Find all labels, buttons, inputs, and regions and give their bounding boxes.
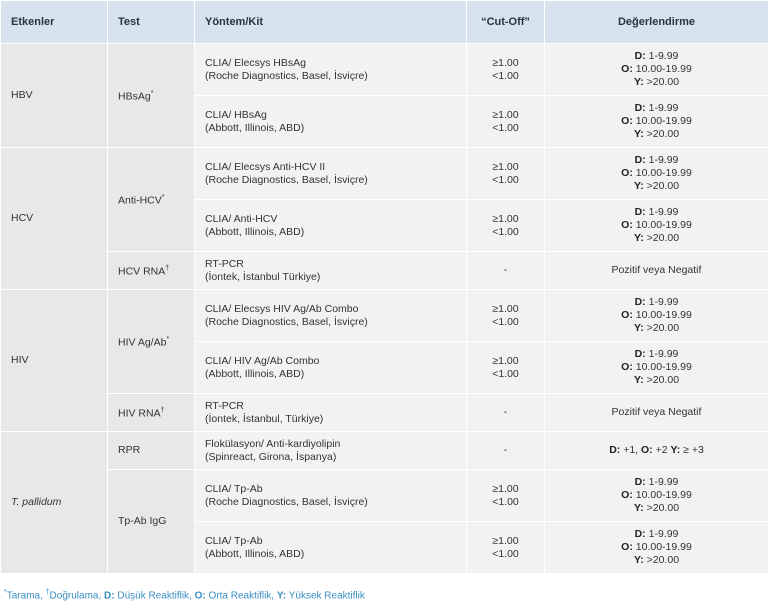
eval-cell: Pozitif veya Negatif <box>545 252 768 290</box>
header-cutoff: “Cut-Off” <box>467 1 545 44</box>
test-anti-hcv: Anti-HCV* <box>108 148 195 252</box>
table-row <box>1 290 768 342</box>
eval-cell: D: 1-9.99 O: 10.00-19.99 Y: >20.00 <box>545 148 768 200</box>
header-degerlendirme: Değerlendirme <box>545 1 768 44</box>
cutoff-cell: ≥1.00 <1.00 <box>467 290 545 342</box>
table-footnote: *Tarama, †Doğrulama, D: Düşük Reaktiflik, O: Orta Reaktiflik, Y: Yüksek Reaktiflik <box>4 589 365 602</box>
header-etkenler: Etkenler <box>1 1 108 44</box>
test-hiv-rna: HIV RNA† <box>108 394 195 432</box>
cutoff-cell: ≥1.00 <1.00 <box>467 96 545 148</box>
method-cell: CLIA/ Elecsys Anti-HCV II (Roche Diagnostics, Basel, İsviçre) <box>195 148 467 200</box>
cutoff-cell: - <box>467 252 545 290</box>
eval-cell: D: +1, O: +2 Y: ≥ +3 <box>545 432 768 470</box>
method-cell: Flokülasyon/ Anti-kardiyolipin (Spinreact, Girona, İspanya) <box>195 432 467 470</box>
method-cell: RT-PCR (İontek, İstanbul Türkiye) <box>195 252 467 290</box>
cutoff-cell: - <box>467 394 545 432</box>
eval-cell: D: 1-9.99 O: 10.00-19.99 Y: >20.00 <box>545 96 768 148</box>
table-row <box>1 148 768 200</box>
cutoff-cell: ≥1.00 <1.00 <box>467 342 545 394</box>
table-row <box>1 394 768 432</box>
test-hiv-ag-ab: HIV Ag/Ab* <box>108 290 195 394</box>
header-yontem: Yöntem/Kit <box>195 1 467 44</box>
method-cell: CLIA/ Anti-HCV (Abbott, Illinois, ABD) <box>195 200 467 252</box>
agent-t-pallidum: T. pallidum <box>1 432 108 574</box>
method-cell: CLIA/ HBsAg (Abbott, Illinois, ABD) <box>195 96 467 148</box>
method-cell: CLIA/ HIV Ag/Ab Combo (Abbott, Illinois, ABD) <box>195 342 467 394</box>
cutoff-cell: ≥1.00 <1.00 <box>467 200 545 252</box>
test-hbsag: HBsAg* <box>108 44 195 148</box>
test-tp-ab-igg: Tp-Ab IgG <box>108 470 195 574</box>
header-test: Test <box>108 1 195 44</box>
method-cell: CLIA/ Elecsys HBsAg (Roche Diagnostics, Basel, İsviçre) <box>195 44 467 96</box>
cutoff-cell: ≥1.00 <1.00 <box>467 522 545 574</box>
cutoff-cell: ≥1.00 <1.00 <box>467 44 545 96</box>
table-row <box>1 252 768 290</box>
table-row <box>1 432 768 470</box>
method-cell: CLIA/ Elecsys HIV Ag/Ab Combo (Roche Diagnostics, Basel, İsviçre) <box>195 290 467 342</box>
eval-cell: D: 1-9.99 O: 10.00-19.99 Y: >20.00 <box>545 200 768 252</box>
cutoff-cell: - <box>467 432 545 470</box>
cutoff-cell: ≥1.00 <1.00 <box>467 470 545 522</box>
test-rpr: RPR <box>108 432 195 470</box>
method-cell: CLIA/ Tp-Ab (Abbott, Illinois, ABD) <box>195 522 467 574</box>
table-row <box>1 44 768 96</box>
eval-cell: D: 1-9.99 O: 10.00-19.99 Y: >20.00 <box>545 342 768 394</box>
agent-hcv: HCV <box>1 148 108 290</box>
eval-cell: D: 1-9.99 O: 10.00-19.99 Y: >20.00 <box>545 470 768 522</box>
table-row <box>1 470 768 522</box>
agent-hbv: HBV <box>1 44 108 148</box>
eval-cell: D: 1-9.99 O: 10.00-19.99 Y: >20.00 <box>545 522 768 574</box>
method-cell: RT-PCR (İontek, İstanbul, Türkiye) <box>195 394 467 432</box>
eval-cell: D: 1-9.99 O: 10.00-19.99 Y: >20.00 <box>545 44 768 96</box>
method-cell: CLIA/ Tp-Ab (Roche Diagnostics, Basel, İsviçre) <box>195 470 467 522</box>
test-hcv-rna: HCV RNA† <box>108 252 195 290</box>
agent-hiv: HIV <box>1 290 108 432</box>
eval-cell: Pozitif veya Negatif <box>545 394 768 432</box>
cutoff-cell: ≥1.00 <1.00 <box>467 148 545 200</box>
header-row <box>1 1 768 44</box>
eval-cell: D: 1-9.99 O: 10.00-19.99 Y: >20.00 <box>545 290 768 342</box>
